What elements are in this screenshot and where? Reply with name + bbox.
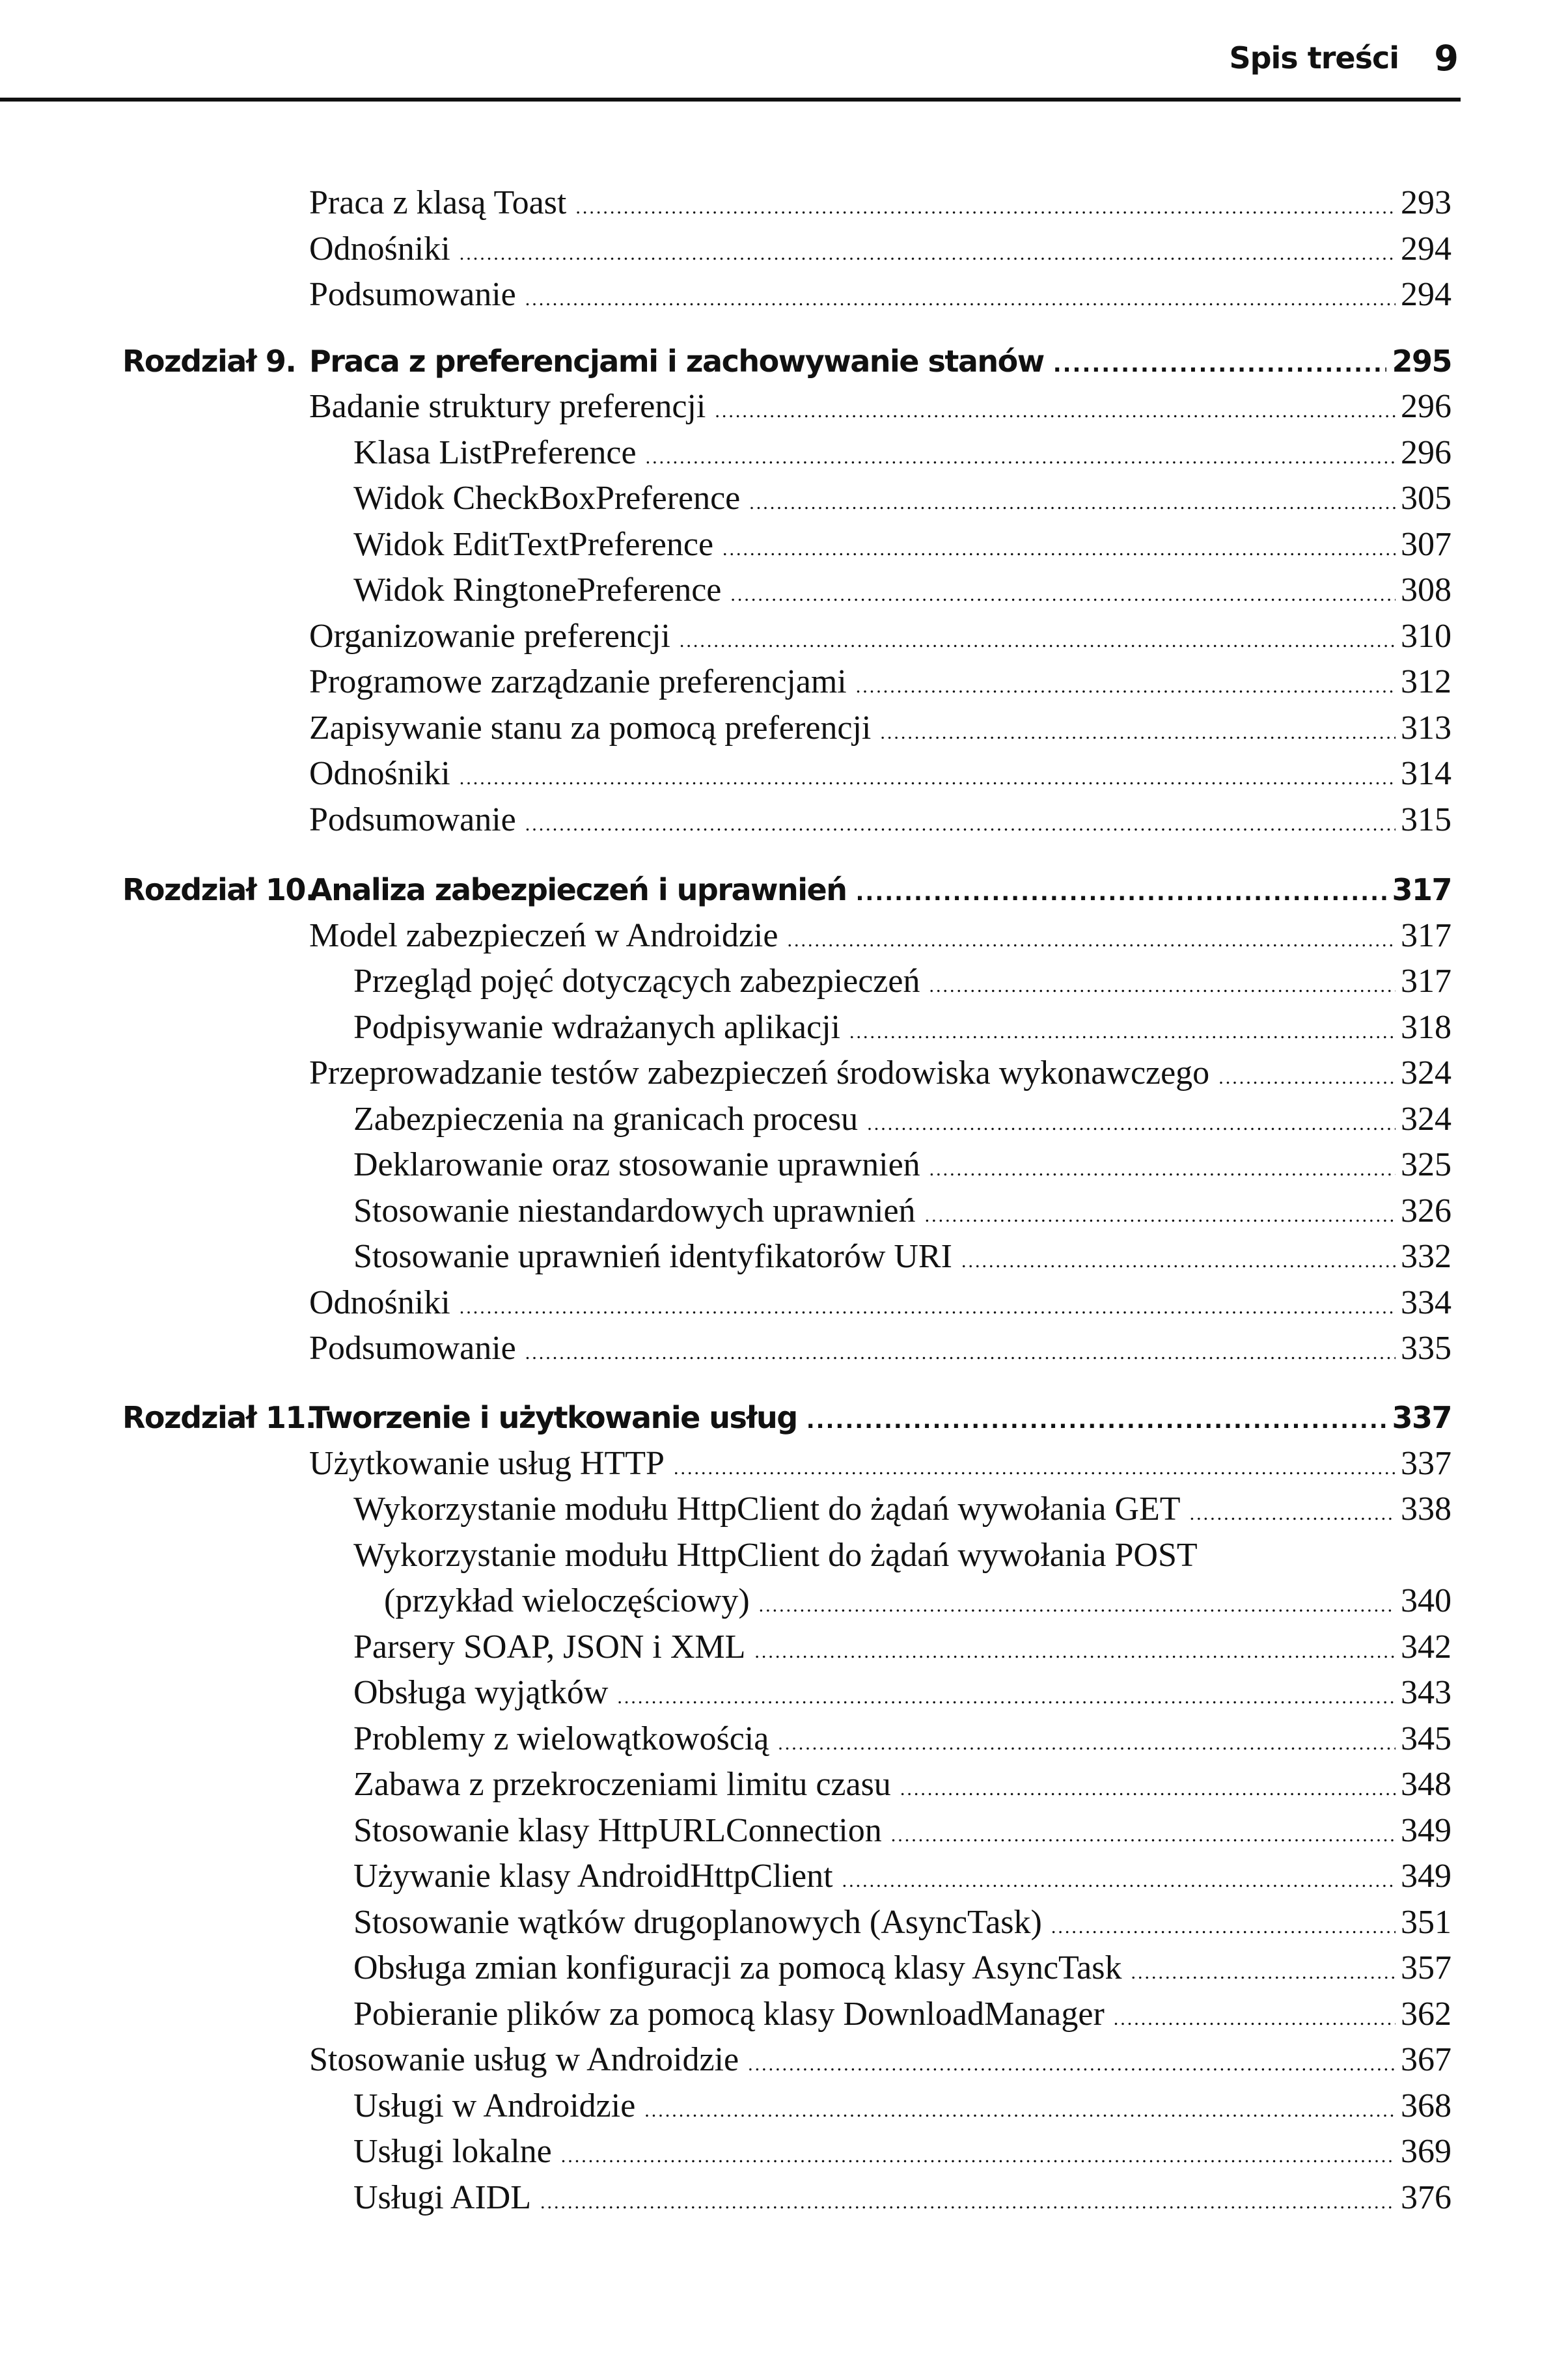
toc-entry-title: Programowe zarządzanie preferencjami bbox=[309, 663, 847, 700]
toc-entry[interactable] bbox=[0, 1903, 1568, 1949]
toc-entry-page: 307 bbox=[1401, 526, 1451, 563]
toc-entry-title: Usługi w Androidzie bbox=[353, 2087, 636, 2124]
toc-entry[interactable] bbox=[0, 1146, 1568, 1191]
dot-leader bbox=[575, 188, 1396, 227]
toc-entry-page: 348 bbox=[1401, 1766, 1451, 1803]
toc-entry-page: 368 bbox=[1401, 2087, 1451, 2124]
toc-entry[interactable] bbox=[0, 2132, 1568, 2178]
toc-entry-page: 294 bbox=[1401, 230, 1451, 268]
toc-entry[interactable] bbox=[0, 2040, 1568, 2086]
dot-leader bbox=[759, 1586, 1396, 1625]
toc-entry-title: Używanie klasy AndroidHttpClient bbox=[353, 1858, 833, 1895]
toc-entry[interactable] bbox=[0, 1329, 1568, 1375]
toc-entry-page: 349 bbox=[1401, 1812, 1451, 1849]
toc-entry-title: Odnośniki bbox=[309, 1284, 450, 1321]
dot-leader bbox=[680, 622, 1396, 661]
toc-entry[interactable] bbox=[0, 1490, 1568, 1535]
toc-entry-page: 362 bbox=[1401, 1996, 1451, 2033]
toc-entry[interactable] bbox=[0, 1720, 1568, 1765]
dot-leader bbox=[929, 967, 1396, 1006]
toc-entry-page: 357 bbox=[1401, 1949, 1451, 1986]
running-header-title: Spis treści bbox=[1229, 40, 1399, 76]
chapter-label: Rozdział 9. bbox=[122, 344, 296, 379]
dot-leader bbox=[891, 1816, 1396, 1855]
toc-entry-page: 315 bbox=[1401, 801, 1451, 838]
toc-entry-title: Podsumowanie bbox=[309, 276, 516, 313]
toc-entry[interactable] bbox=[0, 1192, 1568, 1237]
toc-entry-page: 337 bbox=[1401, 1445, 1451, 1482]
dot-leader bbox=[722, 530, 1396, 569]
toc-entry[interactable] bbox=[0, 479, 1568, 525]
dot-leader bbox=[900, 1770, 1396, 1809]
toc-entry[interactable] bbox=[0, 1857, 1568, 1902]
toc-entry-title: Obsługa wyjątków bbox=[353, 1674, 609, 1711]
toc-entry[interactable] bbox=[0, 1444, 1568, 1490]
toc-entry-title: Stosowanie uprawnień identyfikatorów URI bbox=[353, 1238, 952, 1275]
dot-leader bbox=[646, 438, 1396, 477]
dot-leader bbox=[867, 1105, 1396, 1144]
toc-entry-title: Usługi lokalne bbox=[353, 2133, 552, 2170]
toc-entry-page: 338 bbox=[1401, 1490, 1451, 1528]
dot-leader bbox=[674, 1449, 1396, 1488]
toc-entry[interactable] bbox=[0, 754, 1568, 800]
toc-entry-page: 325 bbox=[1401, 1146, 1451, 1183]
chapter-page: 317 bbox=[1392, 872, 1451, 907]
dot-leader bbox=[460, 759, 1396, 798]
dot-leader bbox=[842, 1861, 1396, 1901]
toc-entry-title: Model zabezpieczeń w Androidzie bbox=[309, 917, 778, 954]
toc-entry-page: 317 bbox=[1401, 917, 1451, 954]
chapter-title: Praca z preferencjami i zachowywanie stanów bbox=[309, 344, 1044, 379]
toc-entry[interactable] bbox=[0, 1237, 1568, 1283]
dot-leader bbox=[1053, 345, 1387, 384]
toc-entry-page: 367 bbox=[1401, 2041, 1451, 2078]
toc-entry[interactable] bbox=[0, 1949, 1568, 1994]
toc-entry-page: 318 bbox=[1401, 1009, 1451, 1046]
dot-leader bbox=[617, 1678, 1396, 1717]
toc-entry-page: 369 bbox=[1401, 2133, 1451, 2170]
toc-entry[interactable] bbox=[0, 1008, 1568, 1054]
dot-leader bbox=[525, 280, 1396, 319]
chapter-title: Tworzenie i użytkowanie usług bbox=[309, 1400, 797, 1435]
toc-entry-title: Podsumowanie bbox=[309, 1330, 516, 1367]
toc-entry-title: Badanie struktury preferencji bbox=[309, 388, 706, 425]
toc-entry-title: Pobieranie plików za pomocą klasy DownloadManager bbox=[353, 1996, 1105, 2033]
toc-entry-page: 349 bbox=[1401, 1858, 1451, 1895]
toc-entry-title: Wykorzystanie modułu HttpClient do żądań wywołania POST bbox=[353, 1537, 1198, 1574]
toc-entry-title: Deklarowanie oraz stosowanie uprawnień bbox=[353, 1146, 920, 1183]
toc-entry[interactable] bbox=[0, 387, 1568, 433]
toc-entry[interactable] bbox=[0, 709, 1568, 754]
toc-entry[interactable] bbox=[0, 1673, 1568, 1719]
toc-entry-page: 313 bbox=[1401, 709, 1451, 747]
chapter-page: 337 bbox=[1392, 1400, 1451, 1435]
dot-leader bbox=[540, 2183, 1396, 2222]
toc-entry-page: 314 bbox=[1401, 755, 1451, 792]
dot-leader bbox=[880, 713, 1396, 752]
toc-entry-page: 351 bbox=[1401, 1904, 1451, 1941]
toc-entry-title: Stosowanie usług w Androidzie bbox=[309, 2041, 739, 2078]
toc-entry-title: Widok EditTextPreference bbox=[353, 526, 714, 563]
toc-entry[interactable] bbox=[0, 184, 1568, 229]
dot-leader bbox=[1051, 1908, 1396, 1947]
dot-leader bbox=[525, 805, 1396, 844]
dot-leader bbox=[787, 921, 1396, 960]
toc-entry[interactable] bbox=[0, 1765, 1568, 1811]
toc-entry-page: 332 bbox=[1401, 1238, 1451, 1275]
toc-entry-page: 340 bbox=[1401, 1582, 1451, 1619]
toc-entry-title: Przeprowadzanie testów zabezpieczeń środowiska wykonawczego bbox=[309, 1054, 1210, 1091]
toc-entry[interactable] bbox=[0, 1811, 1568, 1857]
toc-entry[interactable] bbox=[0, 2178, 1568, 2224]
dot-leader bbox=[961, 1242, 1396, 1281]
toc-entry-title: Podpisywanie wdrażanych aplikacji bbox=[353, 1009, 840, 1046]
toc-entry[interactable] bbox=[0, 1628, 1568, 1673]
toc-entry[interactable] bbox=[0, 1995, 1568, 2040]
toc-entry[interactable] bbox=[0, 962, 1568, 1008]
toc-entry-title: Zapisywanie stanu za pomocą preferencji bbox=[309, 709, 872, 747]
chapter-label: Rozdział 10. bbox=[122, 872, 316, 907]
toc-entry-page: 294 bbox=[1401, 276, 1451, 313]
toc-entry-title: Wykorzystanie modułu HttpClient do żądań wywołania GET bbox=[353, 1490, 1181, 1528]
toc-entry-title: Klasa ListPreference bbox=[353, 434, 637, 471]
toc-entry-title: Obsługa zmian konfiguracji za pomocą klasy AsyncTask bbox=[353, 1949, 1122, 1986]
dot-leader bbox=[1131, 1953, 1396, 1992]
toc-entry-title: Odnośniki bbox=[309, 755, 450, 792]
toc-entry[interactable] bbox=[0, 617, 1568, 663]
toc-entry[interactable] bbox=[0, 801, 1568, 846]
toc-entry-page: 296 bbox=[1401, 388, 1451, 425]
dot-leader bbox=[929, 1150, 1396, 1189]
dot-leader bbox=[460, 1288, 1396, 1327]
toc-entry-page: 293 bbox=[1401, 184, 1451, 221]
toc-entry-title: Organizowanie preferencji bbox=[309, 618, 670, 655]
toc-entry-title: Stosowanie wątków drugoplanowych (AsyncTask) bbox=[353, 1904, 1042, 1941]
toc-chapter-10[interactable] bbox=[0, 870, 1568, 916]
page-number: 9 bbox=[1434, 38, 1459, 79]
dot-leader bbox=[525, 1334, 1396, 1373]
toc-entry-title-continuation: (przykład wieloczęściowy) bbox=[384, 1582, 750, 1619]
toc-entry-title: Stosowanie niestandardowych uprawnień bbox=[353, 1192, 916, 1229]
toc-chapter-9[interactable] bbox=[0, 342, 1568, 387]
chapter-page: 295 bbox=[1392, 344, 1451, 379]
toc-entry[interactable] bbox=[0, 1054, 1568, 1099]
toc-entry-title: Praca z klasą Toast bbox=[309, 184, 567, 221]
toc-entry-page: 324 bbox=[1401, 1101, 1451, 1138]
chapter-title: Analiza zabezpieczeń i uprawnień bbox=[309, 872, 847, 907]
dot-leader bbox=[715, 392, 1396, 431]
dot-leader bbox=[925, 1196, 1396, 1235]
toc-entry-title: Usługi AIDL bbox=[353, 2179, 531, 2216]
dot-leader bbox=[1218, 1058, 1396, 1097]
toc-entry-page: 342 bbox=[1401, 1628, 1451, 1666]
toc-entry[interactable] bbox=[0, 1100, 1568, 1146]
toc-entry-title: Użytkowanie usług HTTP bbox=[309, 1445, 665, 1482]
dot-leader bbox=[644, 2091, 1396, 2130]
toc-entry-page: 345 bbox=[1401, 1720, 1451, 1757]
toc-entry-page: 310 bbox=[1401, 618, 1451, 655]
toc-entry[interactable] bbox=[0, 433, 1568, 479]
toc-entry-title: Widok RingtonePreference bbox=[353, 571, 722, 609]
toc-entry-page: 305 bbox=[1401, 480, 1451, 517]
dot-leader bbox=[730, 575, 1396, 614]
toc-entry-page: 326 bbox=[1401, 1192, 1451, 1229]
header-rule bbox=[0, 98, 1461, 102]
toc-entry-page: 317 bbox=[1401, 963, 1451, 1000]
toc-entry-page: 296 bbox=[1401, 434, 1451, 471]
toc-entry[interactable] bbox=[0, 663, 1568, 708]
dot-leader bbox=[561, 2137, 1396, 2176]
toc-entry-page: 335 bbox=[1401, 1330, 1451, 1367]
chapter-label: Rozdział 11. bbox=[122, 1400, 316, 1435]
toc-entry-title: Stosowanie klasy HttpURLConnection bbox=[353, 1812, 882, 1849]
dot-leader bbox=[778, 1724, 1396, 1763]
toc-entry[interactable] bbox=[0, 525, 1568, 571]
toc-entry[interactable] bbox=[0, 2087, 1568, 2132]
toc-entry-page: 324 bbox=[1401, 1054, 1451, 1091]
toc-entry-continuation[interactable] bbox=[0, 1582, 1568, 1627]
toc-entry-title: Widok CheckBoxPreference bbox=[353, 480, 741, 517]
dot-leader bbox=[754, 1632, 1396, 1671]
dot-leader bbox=[748, 2045, 1396, 2084]
toc-entry-page: 343 bbox=[1401, 1674, 1451, 1711]
toc-entry-page: 334 bbox=[1401, 1284, 1451, 1321]
toc-entry-title: Parsery SOAP, JSON i XML bbox=[353, 1628, 746, 1666]
dot-leader bbox=[856, 873, 1387, 913]
dot-leader bbox=[856, 667, 1396, 706]
toc-entry-title: Problemy z wielowątkowością bbox=[353, 1720, 769, 1757]
toc-entry-title: Zabawa z przekroczeniami limitu czasu bbox=[353, 1766, 891, 1803]
toc-entry-title: Zabezpieczenia na granicach procesu bbox=[353, 1101, 859, 1138]
dot-leader bbox=[1190, 1494, 1396, 1533]
toc-entry-title: Podsumowanie bbox=[309, 801, 516, 838]
dot-leader bbox=[806, 1401, 1387, 1440]
toc-entry-wrapped[interactable] bbox=[0, 1536, 1568, 1582]
toc-entry-page: 312 bbox=[1401, 663, 1451, 700]
toc-entry-page: 308 bbox=[1401, 571, 1451, 609]
dot-leader bbox=[849, 1013, 1396, 1052]
dot-leader bbox=[1114, 1999, 1396, 2039]
dot-leader bbox=[749, 484, 1396, 523]
toc-entry-title: Przegląd pojęć dotyczących zabezpieczeń bbox=[353, 963, 920, 1000]
toc-chapter-11[interactable] bbox=[0, 1398, 1568, 1444]
dot-leader bbox=[460, 234, 1396, 273]
toc-entry[interactable] bbox=[0, 275, 1568, 321]
toc-entry[interactable] bbox=[0, 571, 1568, 616]
toc-entry-title: Odnośniki bbox=[309, 230, 450, 268]
toc-entry[interactable] bbox=[0, 916, 1568, 962]
toc-entry[interactable] bbox=[0, 230, 1568, 275]
toc-entry-page: 376 bbox=[1401, 2179, 1451, 2216]
toc-entry[interactable] bbox=[0, 1284, 1568, 1329]
